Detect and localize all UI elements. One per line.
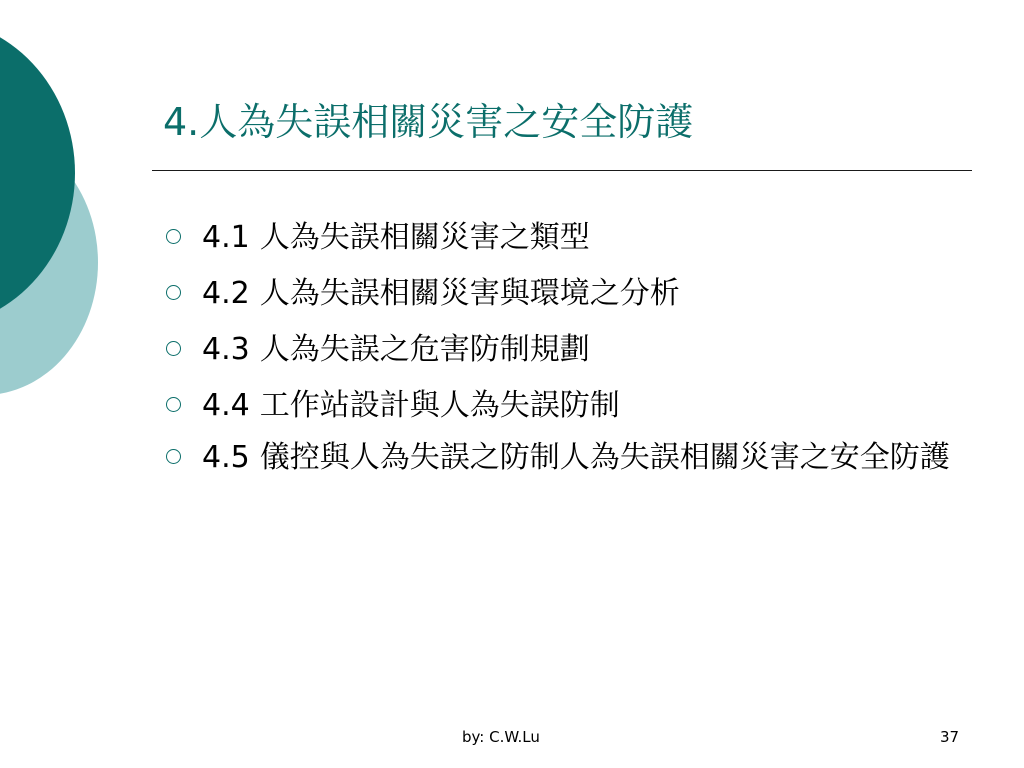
- bullet-text: 人為失誤相關災害之類型: [259, 220, 590, 255]
- bullet-text: 工作站設計與人為失誤防制: [259, 388, 620, 423]
- bullet-number: 4.4: [202, 388, 250, 423]
- bullet-item-4-1: [162, 210, 952, 266]
- bullet-number: 4.1: [202, 220, 250, 255]
- bullet-item-4-4: [162, 378, 952, 434]
- slide-title: 4.人為失誤相關災害之安全防護: [163, 100, 694, 144]
- title-divider: [152, 170, 972, 171]
- bullet-number: 4.2: [202, 276, 250, 311]
- bullet-item-4-5: [162, 434, 952, 482]
- circle-bullet-icon: [166, 285, 181, 300]
- footer-author: by: C.W.Lu: [462, 728, 540, 746]
- bullet-number: 4.5: [202, 440, 250, 475]
- page-number: 37: [940, 728, 960, 746]
- bullet-item-4-2: [162, 266, 952, 322]
- bullet-text: 人為失誤相關災害與環境之分析: [259, 276, 680, 311]
- circle-bullet-icon: [166, 397, 181, 412]
- bullet-number: 4.3: [202, 332, 250, 367]
- bullet-list: [162, 210, 952, 482]
- circle-bullet-icon: [166, 341, 181, 356]
- bullet-item-4-3: [162, 322, 952, 378]
- bullet-text: 人為失誤之危害防制規劃: [259, 332, 590, 367]
- circle-bullet-icon: [166, 449, 181, 464]
- circle-bullet-icon: [166, 229, 181, 244]
- bullet-text: 儀控與人為失誤之防制人為失誤相關災害之安全防護: [259, 440, 950, 475]
